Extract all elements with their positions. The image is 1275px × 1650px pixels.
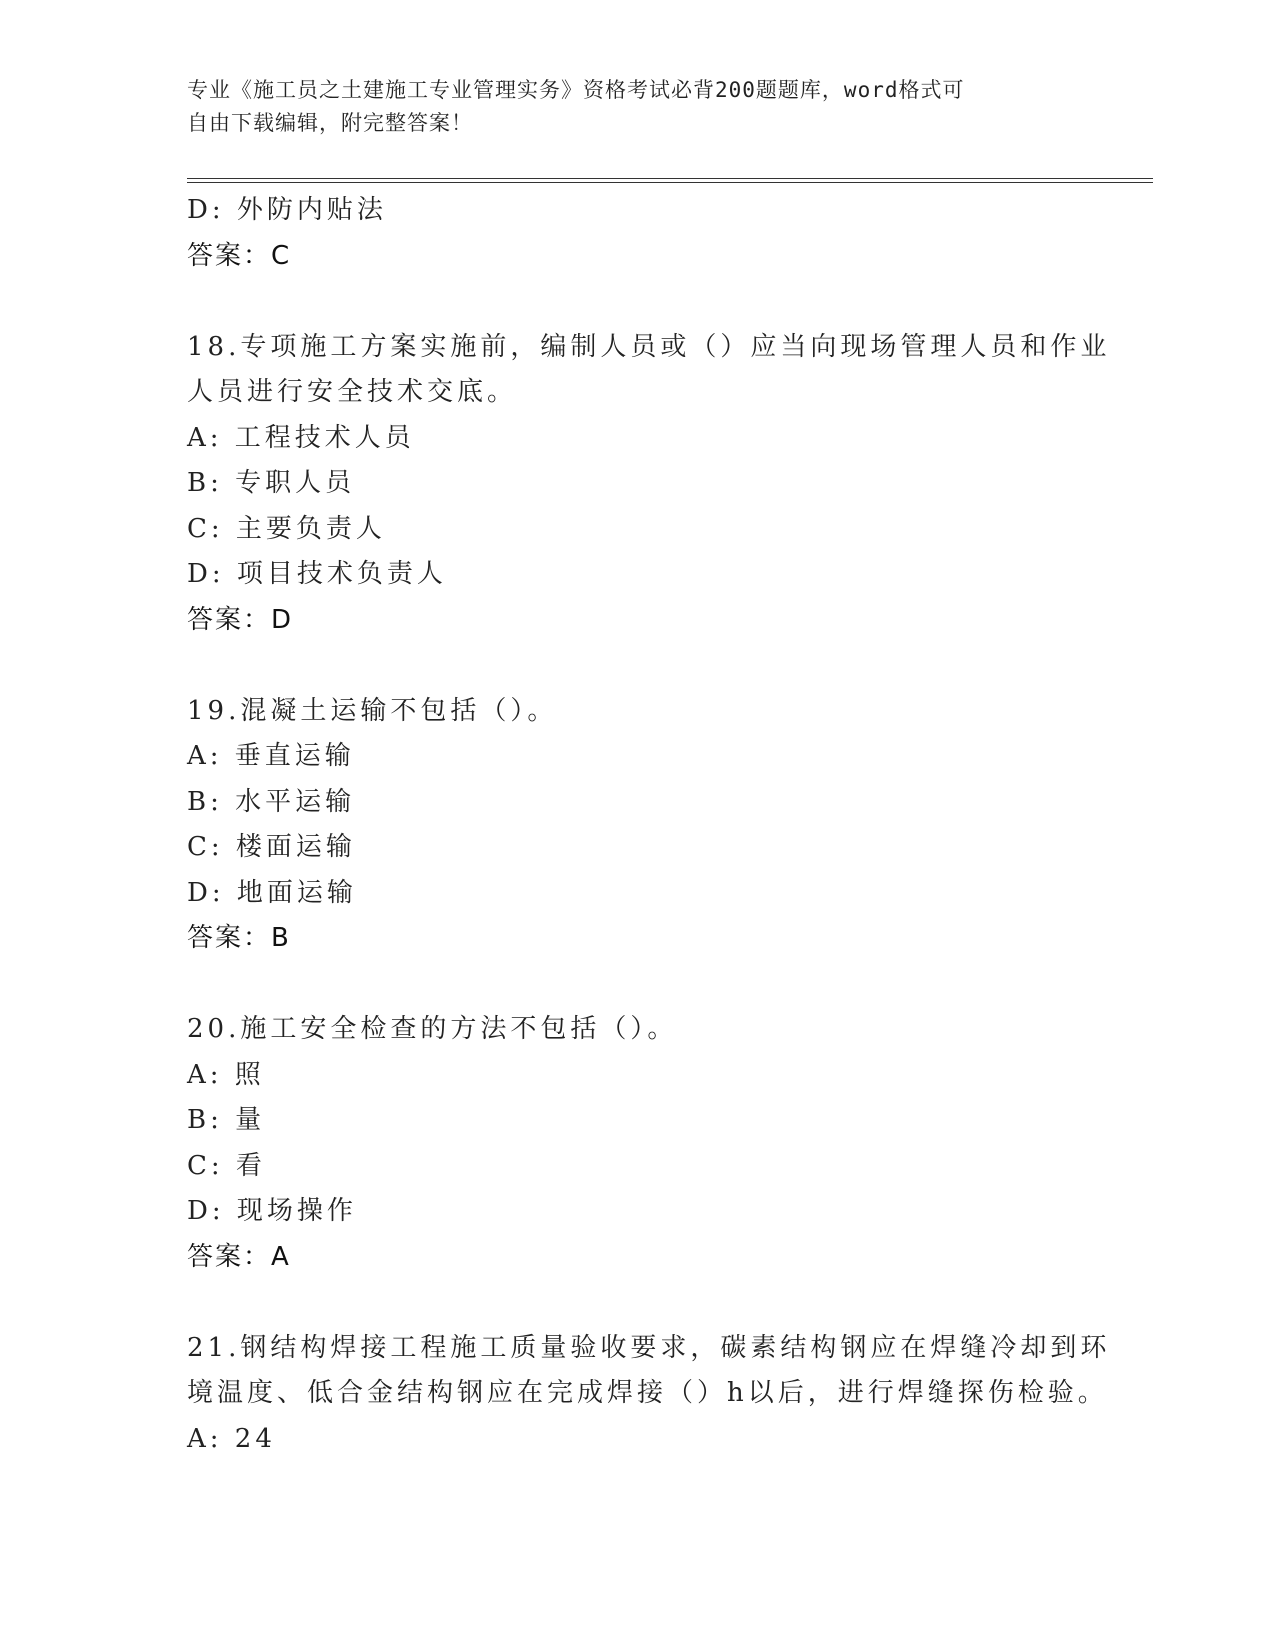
header-line-1: 专业《施工员之土建施工专业管理实务》资格考试必背200题题库，word格式可: [187, 78, 965, 102]
spacer: [187, 643, 1087, 689]
question-18-answer: 答案：D: [187, 604, 294, 635]
header-line-2: 自由下载编辑，附完整答案！: [187, 111, 473, 135]
question-19-option-d: D: 地面运输: [187, 877, 357, 908]
question-21-option-a: A: 24: [187, 1423, 276, 1454]
question-content: [187, 188, 1111, 1462]
question-19: [187, 689, 1087, 962]
question-19-stem: 19.混凝土运输不包括（）。: [187, 695, 558, 726]
prev-answer: 答案：C: [187, 240, 292, 271]
prev-option-d: D: 外防内贴法: [187, 195, 387, 225]
question-19-option-c: C: 楼面运输: [187, 832, 356, 862]
question-18-option-b: B: 专职人员: [187, 468, 356, 498]
question-20-option-a: A: 照: [187, 1059, 265, 1090]
spacer: [187, 962, 1087, 1008]
question-18-option-a: A: 工程技术人员: [187, 422, 415, 453]
page-header: [187, 74, 1067, 140]
question-18: [187, 325, 1111, 644]
spacer: [187, 279, 1087, 325]
question-20-option-b: B: 量: [187, 1105, 266, 1135]
spacer: [187, 1280, 1087, 1326]
question-20-answer: 答案：A: [187, 1241, 291, 1272]
question-18-stem-line-1: 18.专项施工方案实施前，编制人员或（）应当向现场管理人员和作业: [187, 331, 1111, 362]
question-20-stem: 20.施工安全检查的方法不包括（）。: [187, 1014, 678, 1044]
question-21-stem-line-1: 21.钢结构焊接工程施工质量验收要求，碳素结构钢应在焊缝冷却到环: [187, 1332, 1111, 1363]
question-19-answer: 答案：B: [187, 923, 291, 953]
question-21-stem-line-2: 境温度、低合金结构钢应在完成焊接（）h以后，进行焊缝探伤检验。: [187, 1378, 1108, 1408]
question-18-option-d: D: 项目技术负责人: [187, 559, 447, 589]
question-20-option-d: D: 现场操作: [187, 1196, 357, 1226]
header-double-rule: [187, 178, 1153, 183]
question-19-option-a: A: 垂直运输: [187, 741, 355, 771]
question-18-option-c: C: 主要负责人: [187, 513, 386, 544]
question-20: [187, 1007, 1087, 1280]
question-21: [187, 1326, 1111, 1463]
question-20-option-c: C: 看: [187, 1150, 266, 1181]
question-18-stem-line-2: 人员进行安全技术交底。: [187, 377, 518, 407]
question-19-option-b: B: 水平运输: [187, 786, 356, 817]
